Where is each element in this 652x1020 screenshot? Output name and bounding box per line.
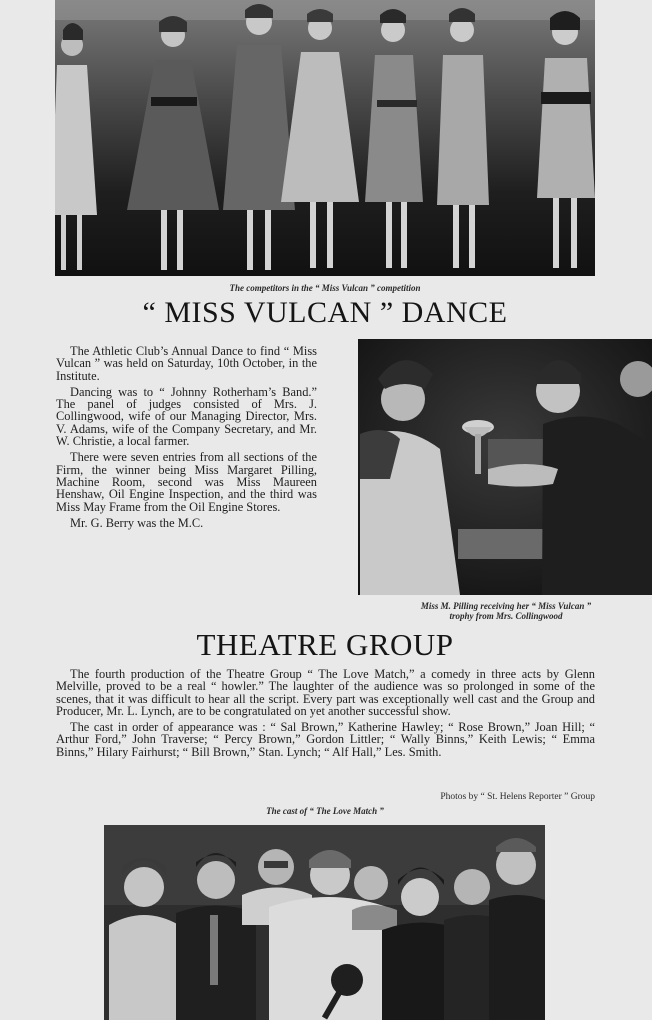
- article-paragraph: Mr. G. Berry was the M.C.: [70, 515, 204, 530]
- miss-vulcan-article: [56, 345, 317, 533]
- trophy-caption-line-1: Miss M. Pilling receiving her “ Miss Vulcan ”: [420, 601, 592, 611]
- competitors-photo: [55, 0, 595, 276]
- cast-photo: [104, 825, 545, 1020]
- cast-photo-graphic: [104, 825, 545, 1020]
- theatre-group-heading: THEATRE GROUP: [196, 627, 454, 662]
- article-paragraph: There were seven entries from all sections of the Firm, the winner being Miss Margaret Pilling, Machine Room, second was Miss Maureen Henshaw, Oil Engine Inspection, and the third was Miss May Frame from the Oil Engine Stores.: [56, 450, 317, 514]
- competitors-photo-graphic: [55, 0, 595, 276]
- article-paragraph: The Athletic Club’s Annual Dance to find “ Miss Vulcan ” was held on Saturday, 10th October, in the Institute.: [56, 344, 317, 383]
- trophy-caption: [368, 601, 644, 621]
- article-paragraph: Dancing was to “ Johnny Rotherham’s Band.” The panel of judges consisted of Mrs. J. Collingwood, wife of our Managing Director, Mrs. V. Adams, wife of the Company Secretary, and Mr. W. Christie, a local farmer.: [56, 384, 317, 449]
- trophy-presentation-photo: [358, 339, 652, 595]
- trophy-photo-graphic: [358, 339, 652, 595]
- article-paragraph: The fourth production of the Theatre Group “ The Love Match,” a comedy in three acts by Glenn Melville, proved to be a real “ howler.” The laughter of the audience was so prolonged in some of the scenes, that it was difficult to hear all the script. Every part was exceptionally well cast and the Group and Producer, Mr. L. Lynch, are to be congratulated on yet another successful show.: [56, 667, 595, 718]
- miss-vulcan-heading: “ MISS VULCAN ” DANCE: [142, 296, 508, 329]
- cast-caption: The cast of “ The Love Match ”: [266, 806, 384, 816]
- article-paragraph: The cast in order of appearance was : “ Sal Brown,” Katherine Hawley; “ Rose Brown,” Joan Hill; “ Arthur Ford,” John Traverse; “ Percy Brown,” Gordon Littler; “ Wally Binns,” Keith Lewis; “ Emma Binns,” Hilary Fairhurst; “ Bill Brown,” Stan. Lynch; “ Alf Hall,” Les. Smith.: [56, 720, 595, 759]
- theatre-group-article: [56, 668, 595, 762]
- competitors-caption: The competitors in the “ Miss Vulcan ” competition: [229, 283, 421, 293]
- photo-credit: Photos by “ St. Helens Reporter ” Group: [440, 792, 595, 802]
- trophy-caption-line-2: trophy from Mrs. Collingwood: [449, 611, 563, 621]
